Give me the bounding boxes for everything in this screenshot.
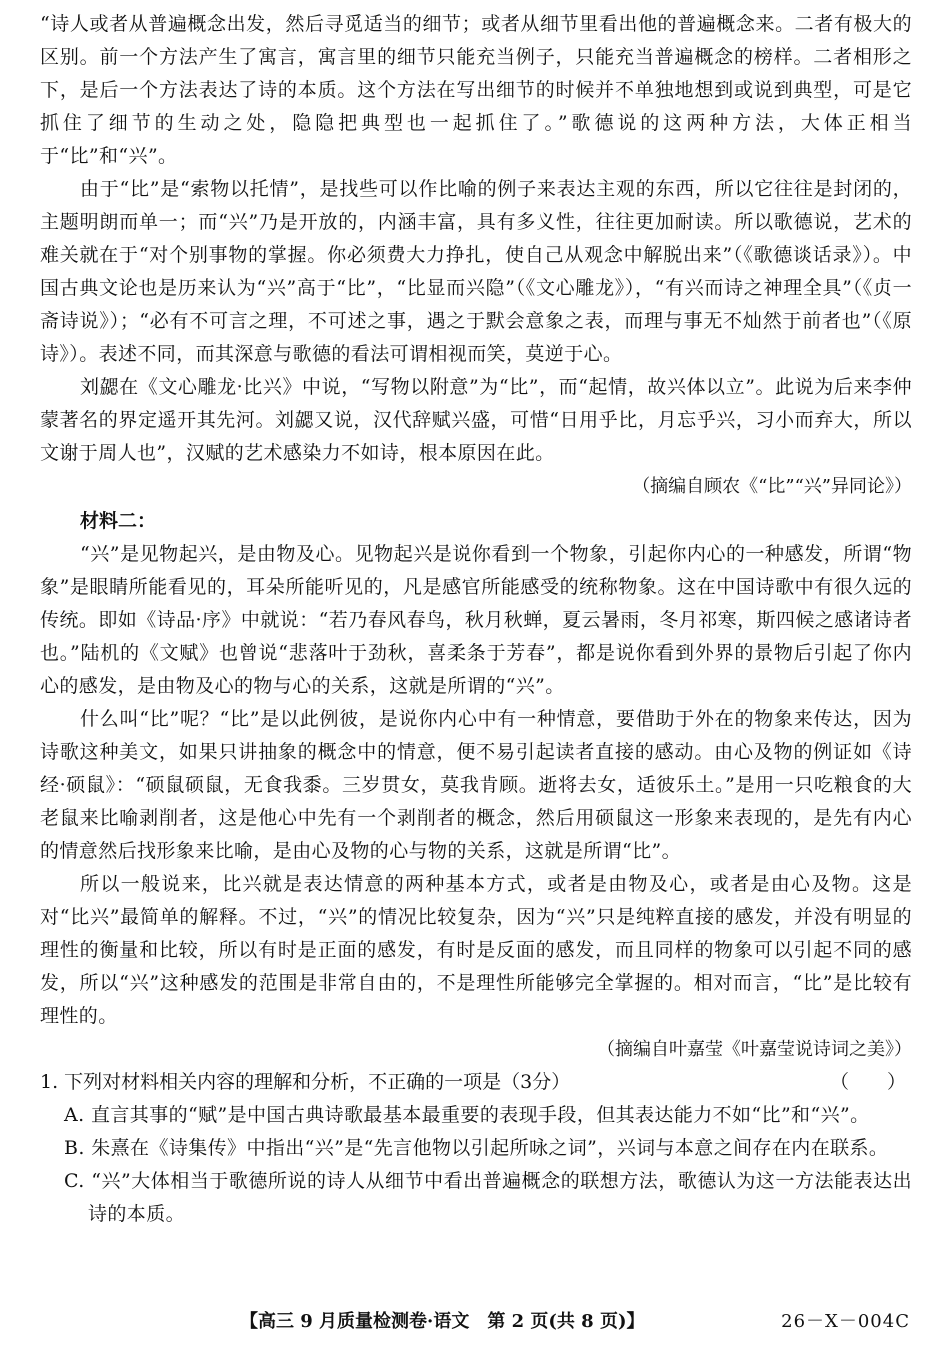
material2-heading: 材料二：: [80, 510, 157, 532]
material1-paragraph-1: “诗人或者从普遍概念出发，然后寻觅适当的细节；或者从细节里看出他的普遍概念来。二者有极大的区别。前一个方法产生了寓言，寓言里的细节只能充当例子，只能充当普遍概念的榜样。二者相形之下，是后一个方法表达了诗的本质。这个方法在写出细节的时候并不单独地想到或说到典型，可是它抓住了细节的生动之处，隐隐把典型也一起抓住了。”歌德说的这两种方法，大体正相当于“比”和“兴”。: [40, 13, 912, 167]
material2-paragraph-2: 什么叫“比”呢？“比”是以此例彼，是说你内心中有一种情意，要借助于外在的物象来传达，因为诗歌这种美文，如果只讲抽象的概念中的情意，便不易引起读者直接的感动。由心及物的例证如《诗经·硕鼠》：“硕鼠硕鼠，无食我黍。三岁贯女，莫我肯顾。逝将去女，适彼乐土。”是用一只吃粮食的大老鼠来比喻剥削者，这是他心中先有一个剥削者的概念，然后用硕鼠这一形象来表现的，是先有内心的情意然后找形象来比喻，是由心及物的心与物的关系，这就是所谓“比”。: [40, 708, 912, 862]
option-a: A. 直言其事的“赋”是中国古典诗歌最基本最重要的表现手段，但其表达能力不如“比”和“兴”。: [64, 1104, 870, 1126]
option-b: B. 朱熹在《诗集传》中指出“兴”是“先言他物以引起所咏之词”，兴词与本意之间存在内在联系。: [64, 1137, 889, 1159]
material1-paragraph-2: 由于“比”是“索物以托情”，是找些可以作比喻的例子来表达主观的东西，所以它往往是封闭的，主题明朗而单一；而“兴”乃是开放的，内涵丰富，具有多义性，往往更加耐读。所以歌德说，艺术的难关就在于“对个别事物的掌握。你必须费大力挣扎，使自己从观念中解脱出来”（《歌德谈话录》）。中国古典文论也是历来认为“兴”高于“比”，“比显而兴隐”（《文心雕龙》），“有兴而诗之神理全具”（《贞一斋诗说》）；“必有不可言之理，不可述之事，遇之于默会意象之表，而理与事无不灿然于前者也”（《原诗》）。表述不同，而其深意与歌德的看法可谓相视而笑，莫逆于心。: [40, 178, 913, 365]
answer-blank: （ ）: [829, 1071, 906, 1093]
material2-paragraph-1: “兴”是见物起兴，是由物及心。见物起兴是说你看到一个物象，引起你内心的一种感发，所谓“物象”是眼睛所能看见的，耳朵所能听见的，凡是感官所能感受的统称物象。这在中国诗歌中有很久远的传统。即如《诗品·序》中就说：“若乃春风春鸟，秋月秋蝉，夏云暑雨，冬月祁寒，斯四候之感诸诗者也。”陆机的《文赋》也曾说“悲落叶于劲秋，喜柔条于芳春”，都是说你看到外界的景物后引起了你内心的感发，是由物及心的物与心的关系，这就是所谓的“兴”。: [40, 543, 912, 697]
question-1-stem: [40, 1066, 912, 1099]
question-1-text: 1. 下列对材料相关内容的理解和分析，不正确的一项是（3分）: [40, 1071, 571, 1093]
page-footer: [0, 1306, 950, 1338]
option-c: C. “兴”大体相当于歌德所说的诗人从细节中看出普遍概念的联想方法，歌德认为这一方法能表达出诗的本质。: [64, 1170, 912, 1225]
material1-paragraph-3: 刘勰在《文心雕龙·比兴》中说，“写物以附意”为“比”，而“起情，故兴体以立”。此说为后来李仲蒙著名的界定遥开其先河。刘勰又说，汉代辞赋兴盛，可惜“日用乎比，月忘乎兴，习小而弃大，所以文谢于周人也”，汉赋的艺术感染力不如诗，根本原因在此。: [40, 376, 912, 464]
footer-code: 26－X－004C: [781, 1311, 910, 1332]
footer-title: 【高三 9 月质量检测卷·语文 第 2 页(共 8 页)】: [240, 1311, 645, 1332]
page-content: [40, 8, 912, 1231]
material2-source: （摘编自叶嘉莹《叶嘉莹说诗词之美》）: [597, 1039, 912, 1060]
material1-source: （摘编自顾农《“比”“兴”异同论》）: [632, 476, 912, 497]
material2-paragraph-3: 所以一般说来，比兴就是表达情意的两种基本方式，或者是由物及心，或者是由心及物。这是对“比兴”最简单的解释。不过，“兴”的情况比较复杂，因为“兴”只是纯粹直接的感发，并没有明显的理性的衡量和比较，所以有时是正面的感发，有时是反面的感发，而且同样的物象可以引起不同的感发，所以“兴”这种感发的范围是非常自由的，不是理性所能够完全掌握的。相对而言，“比”是比较有理性的。: [40, 873, 912, 1027]
